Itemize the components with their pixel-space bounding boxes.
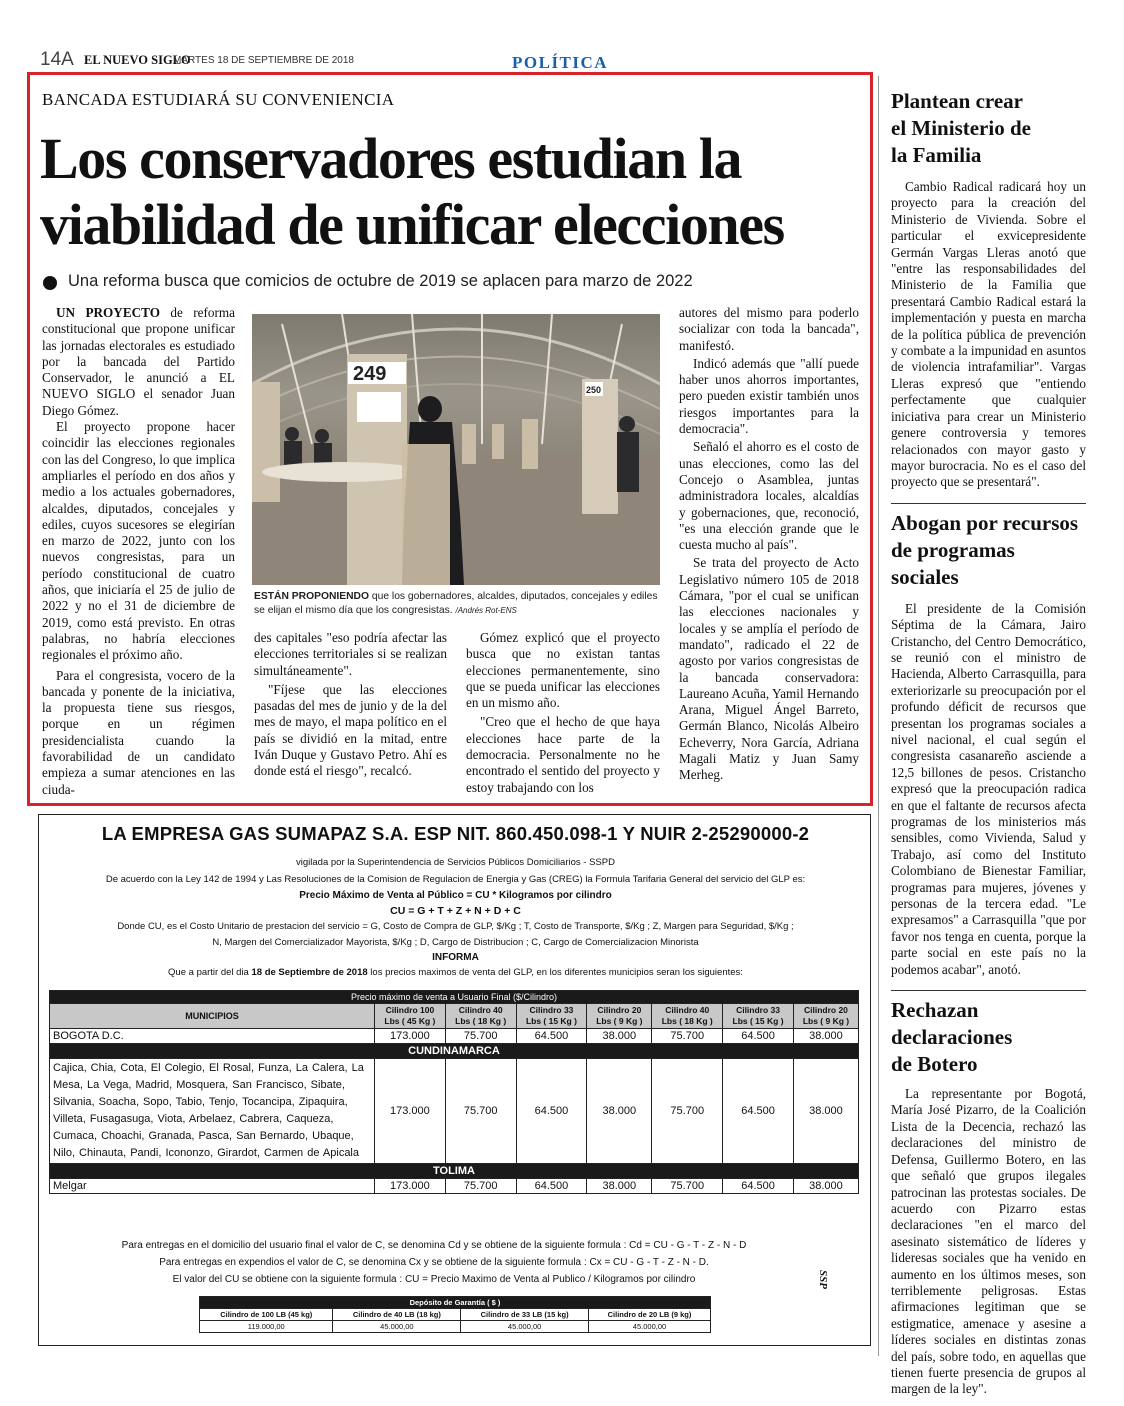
- paragraph: "Creo que el hecho de que haya elecciones hace parte de la democracia. Personalmente no he encontrado el sentido del proyecto y estoy trabajando con los: [466, 714, 660, 795]
- column-header: Cilindro 40 Lbs ( 18 Kg ): [652, 1004, 723, 1029]
- page-number: 14A: [40, 49, 74, 70]
- price-cell: 64.500: [723, 1179, 794, 1194]
- price-cell: 75.700: [445, 1179, 516, 1194]
- ad-line: N, Margen del Comercializador Mayorista, $/Kg ; D, Cargo de Distribucion ; C, Cargo de Comercializacion Minorista: [212, 937, 699, 948]
- price-cell: 75.700: [652, 1059, 723, 1164]
- column-header: Cilindro de 20 LB (9 kg): [588, 1309, 710, 1321]
- headline-line-1: Los conservadores estudian la: [40, 126, 742, 191]
- ad-line: Donde CU, es el Costo Unitario de prestacion del servicio = G, Costo de Compra de GLP, $/Kg ; T, Costo de Transporte, $/Kg ; Z, Margen para Seguridad, $/Kg ;: [117, 921, 794, 932]
- price-cell: 64.500: [516, 1059, 587, 1164]
- region-header: TOLIMA: [50, 1164, 859, 1179]
- sidebar-story: [891, 1086, 1086, 1398]
- price-cell: 38.000: [793, 1029, 858, 1044]
- sidebar-story: [891, 601, 1086, 978]
- price-cell: 75.700: [652, 1029, 723, 1044]
- paper-name: EL NUEVO SIGLO: [84, 53, 191, 67]
- price-cell: 64.500: [723, 1029, 794, 1044]
- price-cell: 173.000: [375, 1059, 446, 1164]
- gas-advertisement: [38, 814, 871, 1346]
- price-cell: 38.000: [587, 1179, 652, 1194]
- table-row: [50, 1059, 859, 1164]
- article-column-2: [254, 630, 447, 780]
- price-cell: 75.700: [445, 1029, 516, 1044]
- paragraph: Cambio Radical radicará hoy un proyecto para la creación del Ministerio de Vivienda. Sobre el particular el exvicepresidente Germán Vargas Lleras anotó que "entre las responsabilidades del Ministerio de la Familia que presentará Cambio Radical estará la implementación y puesta en marcha de la política pública de prevención y combate a la impunidad en asuntos de violencia intrafamiliar". Vargas Lleras expresó que "entiendo perfectamente que cualquier iniciativa para crear un Ministerio genere controversia y temores relacionados con mayor gasto y mayor burocracia. No es el caso del proyecto que se presentará".: [891, 179, 1086, 490]
- ad-line: De acuerdo con la Ley 142 de 1994 y Las Resoluciones de la Comision de Regulacion de Energia y Gas (CREG) la Formula Tarifaria General del servicio del GLP es:: [105, 874, 806, 885]
- sidebar-headline: Abogan por recursos de programas sociales: [891, 510, 1079, 589]
- sidebar-headline: Rechazan declaraciones de Botero: [891, 998, 1013, 1077]
- photo-illustration: [252, 314, 660, 585]
- paragraph: de reforma constitucional que propone unificar las jornadas electorales es estudiado por la bancada del Partido Conservador, le anunció a EL NUEVO SIGLO el senador Juan Diego Gómez.: [42, 305, 235, 418]
- sidebar-headline: Plantean crear el Ministerio de la Familia: [891, 89, 1031, 167]
- ad-formula-note: El valor del CU se obtiene con la siguiente formula : CU = Precio Maximo de Venta al Publico / Kilogramos por cilindro: [172, 1274, 696, 1285]
- ad-text: Que a partir del dia: [168, 967, 252, 978]
- headline-line-2: viabilidad de unificar elecciones: [40, 192, 784, 257]
- column-header: MUNICIPIOS: [50, 1004, 375, 1029]
- article-column-1: [42, 305, 235, 798]
- ad-informa: INFORMA: [432, 952, 479, 963]
- divider: [891, 990, 1086, 991]
- ad-line: vigilada por la Superintendencia de Servicios Públicos Domiciliarios - SSPD: [296, 857, 615, 868]
- headline: [40, 126, 784, 258]
- kicker: BANCADA ESTUDIARÁ SU CONVENIENCIA: [42, 90, 395, 109]
- paragraph: Para el congresista, vocero de la bancada y ponente de la iniciativa, la propuesta tiene sus riesgos, porque en un régimen presidencialista cuando la favorabilidad de un candidato empieza a sumar atenciones en las ciuda-: [42, 667, 235, 797]
- column-header: Cilindro 20 Lbs ( 9 Kg ): [793, 1004, 858, 1029]
- divider: [891, 503, 1086, 504]
- paragraph: des capitales "eso podría afectar las elecciones territoriales si se realizan simultáneamente".: [254, 630, 447, 678]
- column-rule: [878, 76, 879, 1356]
- price-cell: 38.000: [587, 1029, 652, 1044]
- photo-caption: [254, 590, 662, 618]
- price-cell: 64.500: [516, 1179, 587, 1194]
- ssp-mark: SSP: [817, 1270, 829, 1289]
- caption-text: que los gobernadores, alcaldes, diputados, concejales y ediles se elijan el mismo día que los congresistas.: [254, 591, 658, 616]
- price-cell: 38.000: [793, 1059, 858, 1164]
- price-table: [49, 990, 859, 1194]
- lead-in: UN PROYECTO: [56, 305, 160, 320]
- column-header: Cilindro 100 Lbs ( 45 Kg ): [375, 1004, 446, 1029]
- ad-formula-note: Para entregas en expendios el valor de C, se denomina Cx y se obtiene de la siguiente formula : Cx = CU - G - T - Z - N - D.: [159, 1257, 709, 1268]
- paragraph: Se trata del proyecto de Acto Legislativo número 105 de 2018 Cámara, "por el cual se unifican las elecciones nacionales y locales y se amplía el período de mandato", radicado el 22 de agosto por varios congresistas de la bancada conservadora: Laureano Acuña, Yamil Hernando Arana, Miguel Ángel Barreto, Germán Blanco, Nicolás Albeiro Echeverry, Nora García, Adriana Magali Matiz y Juan Samy Merheg.: [679, 555, 859, 783]
- deposit-cell: 45.000,00: [461, 1321, 589, 1333]
- column-header: Cilindro de 33 LB (15 kg): [461, 1309, 589, 1321]
- paragraph: autores del mismo para poderlo socializar con toda la bancada", manifestó.: [679, 305, 859, 353]
- column-header: Cilindro de 100 LB (45 kg): [200, 1309, 333, 1321]
- photo-credit: /Andrés Rot-ENS: [455, 606, 517, 615]
- paragraph: Señaló el ahorro es el costo de unas elecciones, como las del Concejo o Asamblea, juntas administradora locales, alcaldías y gobernaciones, que, reconoció, "es una elección grande que le cuesta mucho al país".: [679, 439, 859, 553]
- column-header: Cilindro de 40 LB (18 kg): [333, 1309, 461, 1321]
- sidebar-story: [891, 179, 1086, 491]
- paragraph: La representante por Bogotá, María José Pizarro, de la Coalición Lista de la Decencia, rechazó las declaraciones del ministro de Defensa, Guillermo Botero, en las que señaló que grupos ilegales patrocinan las protestas sociales. De acuerdo con Pizarro estas declaraciones "en el marco del asesinato sistemático de líderes y lideresas sociales que ha venido en aumento en los últimos meses, son terriblemente peligrosas. Estas afirmaciones legitiman que se estigmatice, amenace y asesine a líderes sociales en distintas zonas del país, sobre todo, en aquellas que tienen fuerte presencia de grupos al margen de la ley".: [891, 1086, 1086, 1397]
- table-title: Depósito de Garantía ( $ ): [200, 1297, 711, 1309]
- column-header: Cilindro 40 Lbs ( 18 Kg ): [445, 1004, 516, 1029]
- municipality: Cajica, Chia, Cota, El Colegio, El Rosal, Funza, La Calera, La Mesa, La Vega, Madrid, Mosquera, San Francisco, Sibate, Silvania, Soacha, Sopo, Tabio, Tenjo, Tocancipa, Zipaquira, Villeta, Fusagasuga, Viota, Arbelaez, Cabrera, Caqueza, Cumaca, Choachi, Granada, Pasca, San Bernardo, Ubaque, Nilo, Chinauta, Pandi, Icononzo, Girardot, Carmen de Apicala: [50, 1059, 375, 1164]
- issue-date: MARTES 18 DE SEPTIEMBRE DE 2018: [173, 55, 354, 66]
- booth-sign: 250: [586, 385, 602, 395]
- ad-formula: CU = G + T + Z + N + D + C: [390, 905, 521, 917]
- paragraph: Gómez explicó que el proyecto busca que no existan tantas elecciones permanentemente, sino que se pueda unificar las elecciones en un mismo año.: [466, 630, 660, 711]
- deposit-cell: 119.000,00: [200, 1321, 333, 1333]
- price-cell: 173.000: [375, 1179, 446, 1194]
- article-column-3: [466, 630, 660, 796]
- price-cell: 173.000: [375, 1029, 446, 1044]
- table-row: [50, 1029, 859, 1044]
- price-cell: 38.000: [587, 1059, 652, 1164]
- ad-text: los precios maximos de venta del GLP, en los diferentes municipios seran los siguientes:: [367, 967, 743, 978]
- ad-line: [39, 967, 872, 978]
- paragraph: El presidente de la Comisión Séptima de la Cámara, Jairo Cristancho, del Centro Democrático, se reunió con el ministro de Hacienda, Alberto Carrasquilla, para exteriorizarle su preocupación por el profundo déficit de recursos que presentan los programas sociales a nivel nacional, el cual según el congresista casanareño asciende a 12,5 billones de pesos. Cristancho expresó que la preocupación radica en que el faltante de recursos afecta programas de los ministerios más sensibles, como Vivienda, Salud y Trabajo, así como del Instituto Colombiano de Bienestar Familiar, programas para mujeres, jóvenes y personas de la tercera edad. "Le expresamos" a Carrasquilla "que por favor nos tenga en cuenta, porque la parte social en este país no la podemos acabar", anotó.: [891, 600, 1086, 977]
- table-row: [50, 1179, 859, 1194]
- paragraph: Indicó además que "allí puede haber unos ahorros importantes, pero pueden existir también unos riesgos importantes para la democracia".: [679, 355, 859, 437]
- paragraph: El proyecto propone hacer coincidir las elecciones regionales con las del Congreso, lo que implica ampliarles el período en dos años y medio a los actuales gobernadores, alcaldes, diputados, concejales y ediles, cuyos sucesores se elegirían en marzo de 2022, junto con los nuevos congresistas, para un período constitucional de cuatro años, que iniciaría el 25 de julio de 2022 y no el 31 de diciembre de 2019, como está previsto. En otras palabras, no habría elecciones regionales el próximo año.: [42, 419, 235, 663]
- caption-lead: ESTÁN PROPONIENDO: [254, 591, 369, 602]
- region-header: CUNDINAMARCA: [50, 1044, 859, 1059]
- municipality: Melgar: [50, 1179, 375, 1194]
- deposit-cell: 45.000,00: [588, 1321, 710, 1333]
- ad-formula-note: Para entregas en el domicilio del usuario final el valor de C, se denomina Cd y se obtiene de la siguiente formula : Cd = CU - G - T - Z - N - D: [121, 1240, 747, 1251]
- price-cell: 38.000: [793, 1179, 858, 1194]
- article-column-4: [679, 305, 859, 784]
- deposit-table: [199, 1296, 711, 1333]
- booth-sign: 249: [353, 363, 387, 385]
- deposit-cell: 45.000,00: [333, 1321, 461, 1333]
- paragraph: "Fíjese que las elecciones pasadas del mes de junio y de la del mes de mayo, el mapa político en el país se dividió en la mitad, entre Iván Duque y Gustavo Petro. Ahí es donde está el riesgo", recalcó.: [254, 681, 447, 779]
- price-cell: 75.700: [445, 1059, 516, 1164]
- price-cell: 64.500: [516, 1029, 587, 1044]
- column-header: Cilindro 20 Lbs ( 9 Kg ): [587, 1004, 652, 1029]
- ad-date: 18 de Septiembre de 2018: [251, 967, 368, 978]
- article-photo: [252, 314, 660, 585]
- subhead: Una reforma busca que comicios de octubre de 2019 se aplacen para marzo de 2022: [68, 272, 693, 290]
- column-header: Cilindro 33 Lbs ( 15 Kg ): [516, 1004, 587, 1029]
- sidebar: [891, 88, 1086, 1398]
- price-cell: 64.500: [723, 1059, 794, 1164]
- price-cell: 75.700: [652, 1179, 723, 1194]
- section-label: POLÍTICA: [512, 53, 609, 72]
- ad-title: LA EMPRESA GAS SUMAPAZ S.A. ESP NIT. 860.450.098-1 Y NUIR 2-25290000-2: [101, 823, 810, 844]
- ad-line: Precio Máximo de Venta al Público = CU * Kilogramos por cilindro: [299, 890, 612, 901]
- bullet-icon: [43, 276, 57, 290]
- municipality: BOGOTA D.C.: [50, 1029, 375, 1044]
- table-title: Precio máximo de venta a Usuario Final ($/Cilindro): [50, 991, 859, 1004]
- column-header: Cilindro 33 Lbs ( 15 Kg ): [723, 1004, 794, 1029]
